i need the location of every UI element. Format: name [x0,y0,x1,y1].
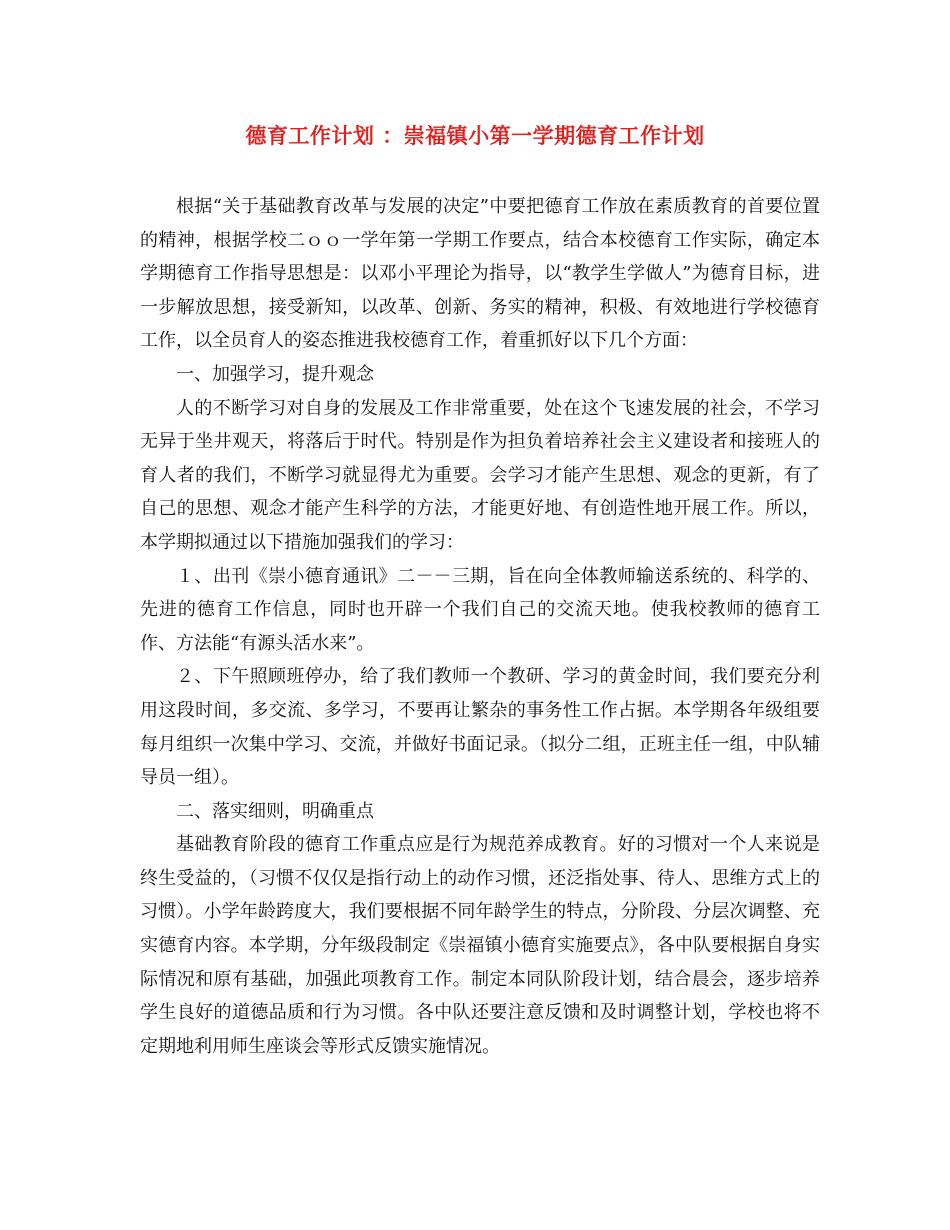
paragraph-habits: 基础教育阶段的德育工作重点应是行为规范养成教育。好的习惯对一个人来说是终生受益的，（习惯不仅仅是指行动上的动作习惯，还泛指处事、待人、思维方式上的习惯）。小学年龄跨度大，我们要根据不同年龄学生的特点，分阶段、分层次调整、充实德育内容。本学期，分年级段制定《崇福镇小德育实施要点》，各中队要根据自身实际情况和原有基础，加强此项教育工作。制定本同队阶段计划，结合晨会，逐步培养学生良好的道德品质和行为习惯。各中队还要注意反馈和及时调整计划，学校也将不定期地利用师生座谈会等形式反馈实施情况。 [140,834,820,1057]
list-item-2: ２、下午照顾班停办，给了我们教师一个教研、学习的黄金时间，我们要充分利用这段时间，多交流、多学习，不要再让繁杂的事务性工作占据。本学期各年级组要每月组织一次集中学习、交流，并做好书面记录。（拟分二组，正班主任一组，中队辅导员一组）。 [140,666,820,789]
section-heading-2: 二、落实细则，明确重点 [176,800,374,822]
list-item-1: １、出刊《崇小德育通讯》二－－三期，旨在向全体教师输送系统的、科学的、先进的德育工作信息，同时也开辟一个我们自己的交流天地。使我校教师的德育工作、方法能“有源头活水来”。 [140,565,820,654]
paragraph-learning: 人的不断学习对自身的发展及工作非常重要，处在这个飞速发展的社会，不学习无异于坐井观天，将落后于时代。特别是作为担负着培养社会主义建设者和接班人的育人者的我们，不断学习就显得尤为重要。会学习才能产生思想、观念的更新，有了自己的思想、观念才能产生科学的方法，才能更好地、有创造性地开展工作。所以，本学期拟通过以下措施加强我们的学习： [140,397,820,553]
section-heading-1: 一、加强学习，提升观念 [176,363,374,385]
document-title: 德育工作计划 ：崇福镇小第一学期德育工作计划 [245,123,705,148]
paragraph-intro: 根据“关于基础教育改革与发展的决定”中要把德育工作放在素质教育的首要位置的精神，根据学校二ｏｏ一学年第一学期工作要点，结合本校德育工作实际，确定本学期德育工作指导思想是：以邓小平理论为指导，以“教学生学做人”为德育目标，进一步解放思想，接受新知，以改革、创新、务实的精神，积极、有效地进行学校德育工作，以全员育人的姿态推进我校德育工作，着重抓好以下几个方面： [140,196,820,352]
document-body [140,190,820,1063]
